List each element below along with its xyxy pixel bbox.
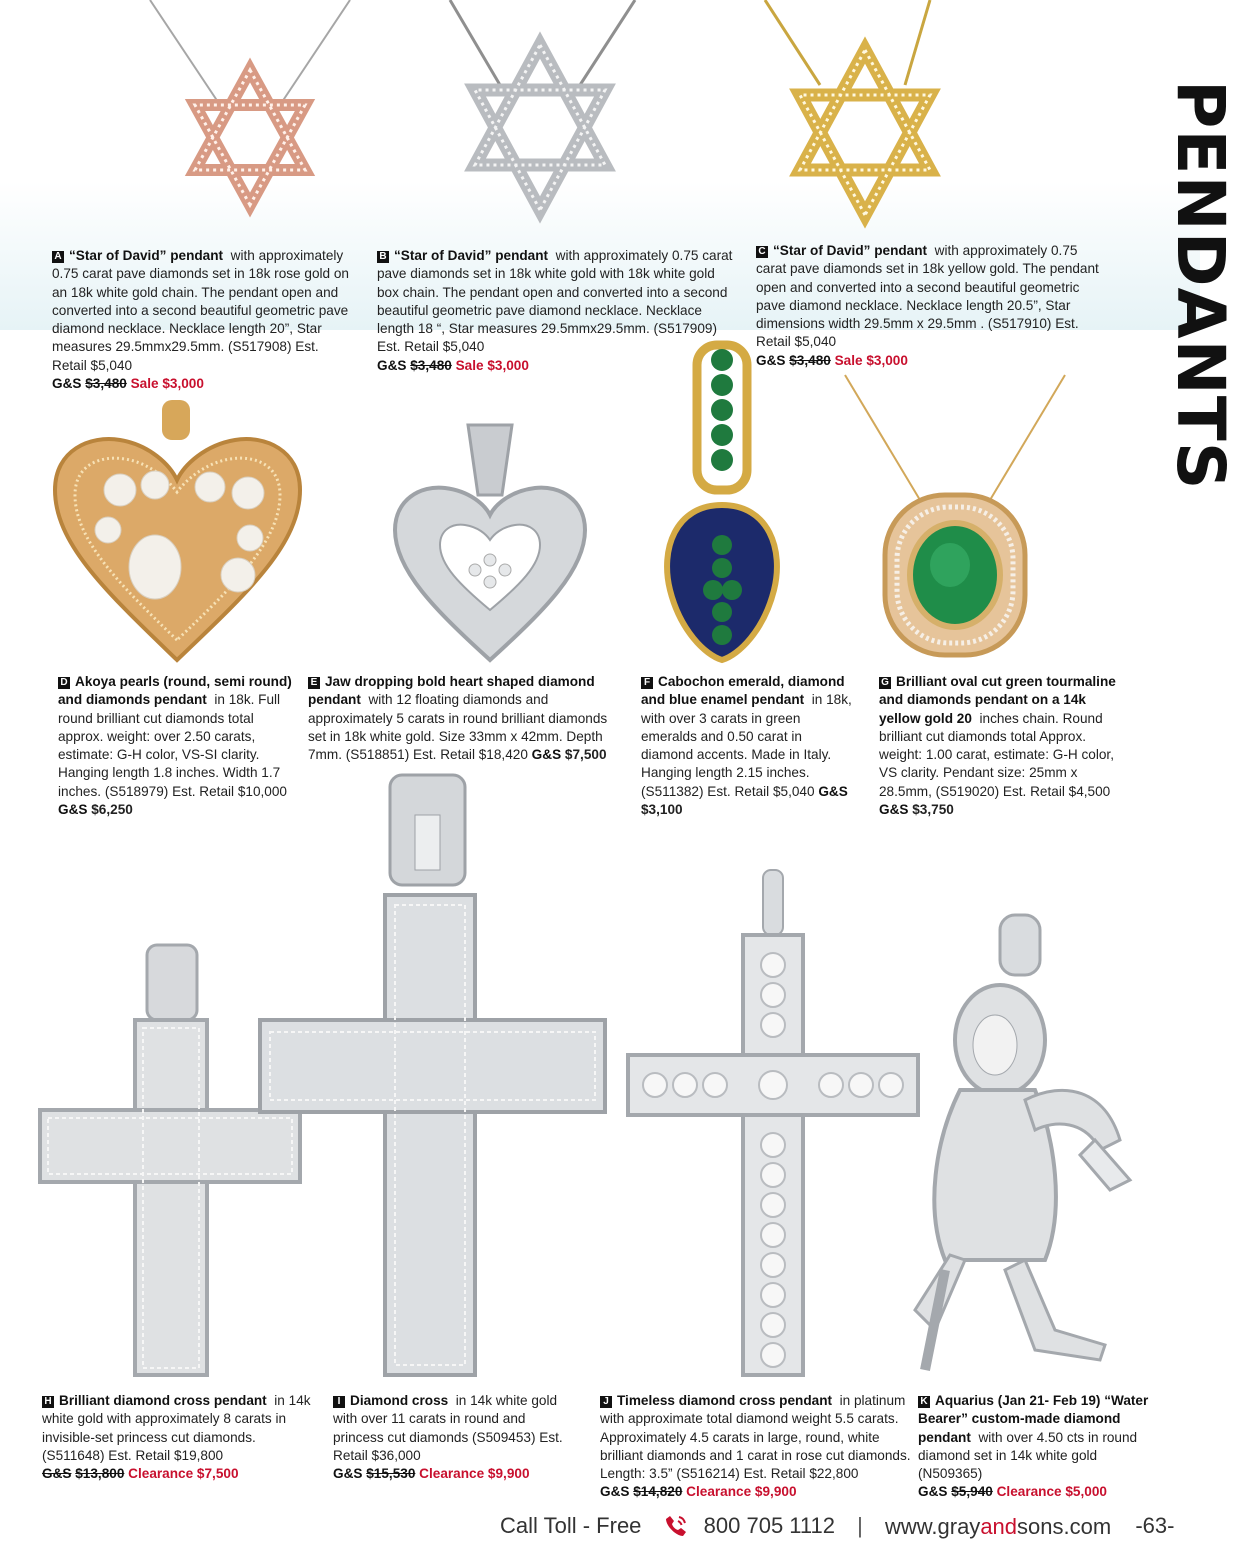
page-number: -63- [1135, 1513, 1175, 1539]
product-image-j[interactable] [625, 865, 920, 1380]
page-footer [500, 1512, 1180, 1548]
product-image-k[interactable] [905, 910, 1145, 1380]
section-title: PENDANTS [1162, 80, 1239, 491]
footer-separator: | [857, 1513, 863, 1539]
product-image-i[interactable] [255, 770, 610, 1380]
product-image-e[interactable] [390, 420, 590, 665]
phone-number[interactable]: 800 705 1112 [703, 1513, 835, 1539]
product-image-c[interactable] [765, 0, 965, 240]
item-f-description: F Cabochon emerald, diamond and blue enamel pendant in 18k, with over 3 carats in green emeralds and 0.50 carat in diamond accents. Made in Italy. Hanging length 2.15 inches. (S511382) Est. Retail $5,040 G&S $3,100 [641, 674, 852, 818]
item-e-description: E Jaw dropping bold heart shaped diamond pendant with 12 floating diamonds and approximately 5 carats in round brilliant diamonds set in 18k white gold. Size 33mm x 42mm. Depth 7mm. (S518851) Est. Retail $18,420 G&S $7,500 [308, 674, 608, 763]
item-g-description: G Brilliant oval cut green tourmaline and diamonds pendant on a 14k yellow gold 20 inches chain. Round brilliant cut diamonds total Approx. weight: 1.00 carat, estimate: G-H color, VS clarity. Pendant size: 25mm x 28.5mm, (S519020) Est. Retail $4,500 G&S $3,750 [879, 674, 1116, 818]
item-b-description: B “Star of David” pendant with approximately 0.75 carat pave diamonds set in 18k white gold with 18k white gold box chain. The pendant open and converted into a second beautiful geometric pave diamond necklace. Necklace length 18 “, Star measures 29.5mmx29.5mm. (S517909) Est. Retail $5,040 G&S $3,480 Sale $3,000 [377, 248, 733, 373]
item-c-description: C “Star of David” pendant with approximately 0.75 carat pave diamonds set in 18k yellow gold. The pendant open and converted into a second beautiful geometric pave diamond necklace. Necklace length 20.5”, Star dimensions width 29.5mm x 29.5mm . (S517910) Est. Retail $5,040 G&S $3,480 Sale $3,000 [756, 243, 1099, 368]
item-d-description: D Akoya pearls (round, semi round) and diamonds pendant in 18k. Full round brilliant cut diamonds total approx. weight: over 2.50 carats, estimate: G-H color, VS-SI clarity. Hanging length 1.8 inches. Width 1.7 inches. (S518979) Est. Retail $10,000 G&S $6,250 [58, 674, 292, 818]
item-k-description: K Aquarius (Jan 21- Feb 19) “Water Bearer” custom-made diamond pendant with over 4.50 cts in round diamond set in 14k white gold (N509365) G&S $5,940 Clearance $5,000 [918, 1393, 1149, 1500]
product-image-a[interactable] [150, 0, 350, 240]
phone-icon[interactable] [662, 1512, 690, 1540]
product-image-f[interactable] [655, 340, 790, 665]
call-label: Call Toll - Free [500, 1513, 642, 1539]
item-i-description: I Diamond cross in 14k white gold with over 11 carats in round and princess cut diamonds (S509453) Est. Retail $36,000 G&S $15,530 Clearance $9,900 [333, 1393, 563, 1482]
item-h-description: H Brilliant diamond cross pendant in 14k white gold with approximately 8 carats in invisible-set princess cut diamonds. (S511648) Est. Retail $19,800 G&S $13,800 Clearance $7,500 [42, 1393, 311, 1482]
product-image-d[interactable] [50, 395, 305, 665]
website-link[interactable]: www.grayandsons.com [884, 1513, 1112, 1539]
item-j-description: J Timeless diamond cross pendant in platinum with approximate total diamond weight 5.5 carats. Approximately 4.5 carats in large, round, white brilliant diamonds and 1 carat in rose cut diamonds. Length: 3.5” (S516214) Est. Retail $22,800 G&S $14,820 Clearance $9,900 [600, 1393, 911, 1500]
product-image-b[interactable] [445, 0, 635, 240]
item-a-description: A “Star of David” pendant with approximately 0.75 carat pave diamonds set in 18k rose gold on an 18k white gold chain. The pendant open and converted into a second beautiful geometric pave diamond necklace. Necklace length 20”, Star measures 29.5mmx29.5mm. (S517908) Est. Retail $5,040 G&S $3,480 Sale $3,000 [52, 248, 349, 392]
product-image-g[interactable] [840, 375, 1070, 660]
